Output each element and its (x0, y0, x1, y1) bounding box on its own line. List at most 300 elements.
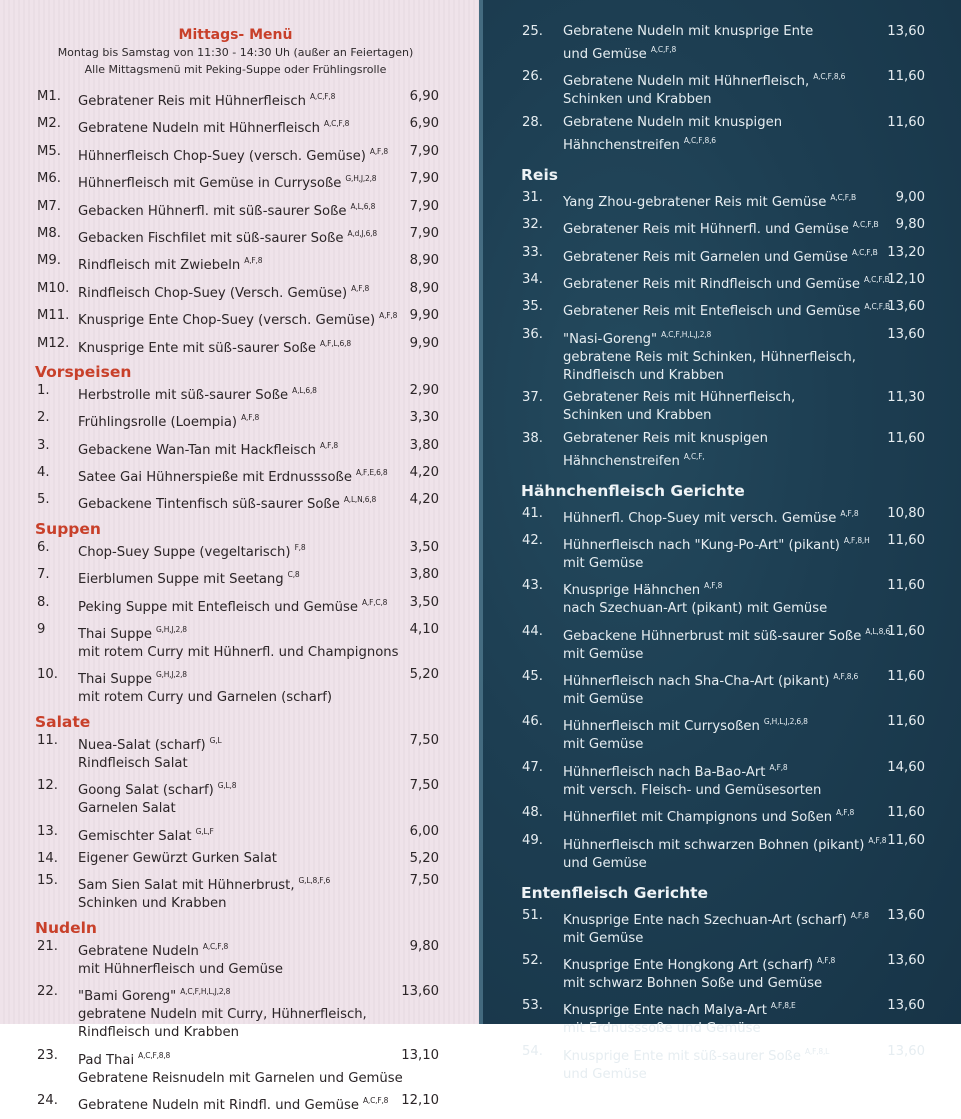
item-description-line (563, 1020, 961, 1038)
menu-item (479, 952, 961, 993)
item-number: 22. (37, 984, 58, 1000)
menu-item (0, 539, 479, 562)
item-text: mit schwarz Bohnen Soße und Gemüse (563, 976, 823, 992)
item-text: Hühnerfleisch Chop-Suey (versch. Gemüse) (78, 148, 366, 164)
item-price: 8,90 (409, 280, 439, 296)
item-price: 9,90 (409, 308, 439, 324)
allergen-codes: A,F,8 (840, 508, 859, 518)
item-text: Hühnerfleisch nach "Kung-Po-Art" (pikant) (563, 537, 840, 553)
item-number: 46. (522, 714, 543, 730)
menu-item (479, 298, 961, 321)
lunch-menu-header (0, 26, 475, 78)
item-price: 13,60 (887, 1043, 925, 1059)
item-text: Gebratener Reis mit Hühnerfleisch, (563, 390, 796, 406)
item-text: mit Gemüse (563, 737, 644, 753)
item-text: mit versch. Fleisch- und Gemüsesorten (563, 782, 822, 798)
item-description-line (78, 800, 479, 818)
item-price: 12,10 (887, 271, 925, 287)
item-description-line (563, 407, 961, 425)
item-text: Gebratene Nudeln mit Hühnerfleisch, (563, 74, 810, 90)
item-description-line (563, 975, 961, 993)
allergen-codes: A,C,F,8 (309, 92, 336, 101)
item-number: 23. (37, 1047, 58, 1063)
menu-item (479, 23, 961, 64)
item-number: 47. (522, 759, 543, 775)
item-text: Rindfleisch Salat (78, 755, 188, 771)
menu-item (479, 804, 961, 827)
item-price: 6,00 (409, 823, 439, 839)
item-text: Eierblumen Suppe mit Seetang (78, 572, 284, 588)
item-description-line (563, 555, 961, 573)
menu-item (479, 68, 961, 109)
item-price: 13,60 (887, 953, 925, 969)
menu-item (0, 566, 479, 589)
allergen-codes: G,H,L,J,2,6,8 (763, 717, 808, 727)
item-number: 11. (37, 732, 58, 748)
item-price: 7,90 (409, 171, 439, 187)
item-price: 9,80 (895, 217, 925, 233)
menu-item (0, 170, 479, 193)
allergen-codes: A,L,6,8 (350, 201, 376, 211)
item-text: Goong Salat (scharf) (78, 783, 214, 799)
item-price: 4,10 (409, 622, 439, 638)
item-price: 7,90 (409, 225, 439, 241)
item-number: 42. (522, 532, 543, 548)
item-text: gebratene Nudeln mit Curry, Hühnerfleisch, (78, 1007, 367, 1023)
item-number: 12. (37, 778, 58, 794)
item-number: M2. (37, 116, 61, 132)
allergen-codes: A,C,F,8,6 (813, 72, 846, 82)
allergen-codes: A,F,8,L (804, 1046, 830, 1056)
item-price: 3,80 (409, 567, 439, 583)
allergen-codes: A,F,8 (769, 762, 788, 772)
item-text: Herbstrolle mit süß-saurer Soße (78, 387, 289, 403)
item-price: 5,20 (409, 850, 439, 866)
main-dishes-panel (479, 0, 961, 1082)
item-number: M10. (37, 280, 70, 296)
item-description-line (563, 930, 961, 948)
item-number: 24. (37, 1092, 58, 1108)
menu-item (0, 1092, 479, 1115)
item-text: gebratene Reis mit Schinken, Hühnerfleisch, (563, 349, 856, 365)
menu-item (0, 983, 479, 1042)
item-price: 6,90 (409, 116, 439, 132)
item-description-line (78, 1006, 479, 1024)
item-number: 32. (522, 217, 543, 233)
item-number: 38. (522, 430, 543, 446)
menu-section (479, 165, 961, 471)
item-price: 9,80 (409, 938, 439, 954)
menu-item (0, 143, 479, 166)
item-text: und Gemüse (563, 1066, 647, 1082)
allergen-codes: A,C,F,B (830, 192, 856, 202)
item-price: 13,60 (887, 998, 925, 1014)
item-price: 7,90 (409, 143, 439, 159)
item-text: Thai Suppe (78, 627, 152, 643)
item-number: 49. (522, 832, 543, 848)
item-price: 9,90 (409, 335, 439, 351)
item-price: 14,60 (887, 759, 925, 775)
item-price: 13,60 (401, 984, 439, 1000)
item-text: "Bami Goreng" (78, 989, 177, 1005)
allergen-codes: A,C,F,B (864, 302, 890, 312)
item-number: M5. (37, 143, 61, 159)
allergen-codes: A,F,8,E (770, 1001, 796, 1011)
item-description-line (78, 895, 479, 913)
item-text: Hühnerfl. Chop-Suey mit versch. Gemüse (563, 510, 837, 526)
menu-item (0, 335, 479, 358)
item-number: 21. (37, 938, 58, 954)
item-text: Eigener Gewürzt Gurken Salat (78, 850, 277, 866)
item-number: M7. (37, 198, 61, 214)
section-title: Salate (35, 712, 91, 731)
item-text: Schinken und Krabben (563, 408, 712, 424)
item-number: 1. (37, 382, 50, 398)
item-text: Sam Sien Salat mit Hühnerbrust, (78, 878, 295, 894)
item-text: Gebratene Nudeln mit Hühnerfleisch (78, 121, 321, 137)
menu-item (0, 732, 479, 773)
item-price: 4,20 (409, 465, 439, 481)
item-description-line (78, 689, 479, 707)
allergen-codes: A,C,F,H,L,J,2,8 (661, 329, 712, 339)
menu-item (0, 198, 479, 221)
item-price: 11,60 (887, 69, 925, 85)
lunch-and-starters-panel (0, 0, 479, 1113)
allergen-codes: A,L,N,6,8 (343, 495, 377, 505)
item-price: 11,60 (887, 114, 925, 130)
item-text: Rindfleisch und Krabben (563, 367, 724, 383)
allergen-codes: A,L,8,6 (865, 626, 890, 636)
item-number: 14. (37, 850, 58, 866)
menu-item (0, 437, 479, 460)
item-text: Gebackene Wan-Tan mit Hackfleisch (78, 442, 316, 458)
allergen-codes: A,C,F,B (852, 220, 879, 230)
item-number: 33. (522, 244, 543, 260)
item-text: mit rotem Curry mit Hühnerfl. und Champignons (78, 645, 399, 661)
item-text: Knusprige Ente nach Szechuan-Art (scharf) (563, 912, 847, 928)
item-number: 13. (37, 823, 58, 839)
menu-section (0, 519, 479, 708)
item-text: Gebratene Nudeln mit knuspigen (563, 114, 783, 130)
item-number: 52. (522, 953, 543, 969)
item-text: Gebratene Nudeln mit Rindfl. und Gemüse (78, 1097, 359, 1113)
allergen-codes: F,8 (294, 542, 306, 552)
allergen-codes: A,C,F,8,6 (683, 135, 716, 145)
allergen-codes: A,F,8 (704, 581, 723, 591)
menu-section (0, 918, 479, 1115)
item-price: 13,60 (887, 326, 925, 342)
item-price: 13,60 (887, 299, 925, 315)
item-description-line (563, 41, 961, 64)
allergen-codes: G,L,8,F,6 (298, 876, 331, 886)
item-price: 3,80 (409, 437, 439, 453)
item-description-line (563, 855, 961, 873)
item-description-line (563, 600, 961, 618)
allergen-codes: A,C,F,B (851, 247, 878, 257)
menu-item (479, 623, 961, 664)
item-text: mit Hühnerfleisch und Gemüse (78, 961, 283, 977)
allergen-codes: A,F,8 (351, 283, 370, 293)
menu-item (479, 532, 961, 573)
item-price: 11,30 (887, 390, 925, 406)
menu-item (479, 907, 961, 948)
menu-item (479, 389, 961, 425)
item-text: Gebratener Reis mit knuspigen (563, 430, 768, 446)
allergen-codes: A,L,6,8 (292, 385, 317, 395)
menu-item (479, 114, 961, 155)
item-text: Gebacken Hühnerfl. mit süß-saurer Soße (78, 203, 347, 219)
item-description-line (563, 91, 961, 109)
menu-item (0, 115, 479, 138)
menu-section (0, 88, 479, 358)
item-text: Gebratener Reis mit Hühnerfl. und Gemüse (563, 222, 849, 238)
item-price: 11,60 (887, 805, 925, 821)
item-number: 31. (522, 189, 543, 205)
allergen-codes: A,F,E,6,8 (355, 468, 388, 478)
item-number: 45. (522, 669, 543, 685)
item-number: 54. (522, 1043, 543, 1059)
item-number: 44. (522, 623, 543, 639)
item-text: Hähnchenstreifen (563, 453, 680, 469)
item-number: 36. (522, 326, 543, 342)
allergen-codes: C,8 (287, 570, 300, 580)
item-number: 41. (522, 505, 543, 521)
item-price: 13,20 (887, 244, 925, 260)
item-number: 43. (522, 578, 543, 594)
menu-item (0, 307, 479, 330)
item-number: 35. (522, 299, 543, 315)
menu-item (479, 577, 961, 618)
item-description-line (78, 1024, 479, 1042)
item-number: 6. (37, 539, 50, 555)
item-text: Gebratener Reis mit Hühnerfleisch (78, 94, 306, 109)
menu-item (479, 997, 961, 1038)
item-description-line (563, 691, 961, 709)
item-number: 34. (522, 271, 543, 287)
item-number: M11. (37, 308, 70, 324)
item-text: Hühnerfleisch mit Gemüse in Currysoße (78, 176, 342, 192)
item-number: M9. (37, 253, 61, 269)
item-text: Gebacken Fischfilet mit süß-saurer Soße (78, 230, 344, 246)
item-number: 7. (37, 567, 50, 583)
item-text: Garnelen Salat (78, 801, 176, 817)
menu-item (479, 244, 961, 267)
item-text: Pad Thai (78, 1052, 135, 1068)
item-price: 3,50 (409, 594, 439, 610)
item-number: M12. (37, 335, 70, 351)
allergen-codes: G,L,8 (217, 781, 237, 791)
left-menu-list (0, 88, 479, 1119)
item-number: 2. (37, 410, 50, 426)
item-number: M8. (37, 225, 61, 241)
item-price: 13,60 (887, 907, 925, 923)
allergen-codes: A,C,F,8 (650, 45, 677, 54)
menu-item (0, 777, 479, 818)
item-price: 7,50 (409, 873, 439, 889)
item-text: Hühnerfleisch mit schwarzen Bohnen (pikant) (563, 837, 865, 853)
item-text: Knusprige Ente Hongkong Art (scharf) (563, 958, 814, 974)
item-price: 3,30 (409, 410, 439, 426)
menu-item (0, 1047, 479, 1088)
item-text: mit rotem Curry und Garnelen (scharf) (78, 690, 333, 706)
item-price: 11,60 (887, 430, 925, 446)
item-price: 8,90 (409, 253, 439, 269)
allergen-codes: A,F,8 (850, 910, 869, 920)
allergen-codes: A,F,8 (836, 808, 855, 818)
menu-item (0, 938, 479, 979)
allergen-codes: A,F,C,8 (362, 597, 388, 607)
allergen-codes: G,L,F (195, 826, 214, 836)
item-number: 28. (522, 114, 543, 130)
item-text: Nuea-Salat (scharf) (78, 737, 206, 753)
item-text: Knusprige Ente nach Malya-Art (563, 1003, 767, 1019)
item-text: mit Gemüse (563, 930, 644, 946)
item-price: 3,50 (409, 539, 439, 555)
item-text: und Gemüse (563, 855, 647, 871)
section-title: Hähnchenfleisch Gerichte (521, 481, 745, 500)
item-text: Yang Zhou-gebratener Reis mit Gemüse (563, 194, 827, 210)
item-text: mit Gemüse (563, 555, 644, 571)
item-text: Gebratener Reis mit Rindfleisch und Gemüse (563, 276, 860, 292)
item-text: Gemischter Salat (78, 828, 192, 844)
item-number: 25. (522, 24, 543, 39)
item-price: 7,50 (409, 732, 439, 748)
menu-item (0, 464, 479, 487)
item-description-line (563, 646, 961, 664)
lunch-hours: Montag bis Samstag von 11:30 - 14:30 Uh (außer an Feiertagen) (57, 46, 414, 59)
item-text: mit Gemüse (563, 646, 644, 662)
right-menu-list (479, 23, 961, 1088)
menu-section (479, 481, 961, 873)
allergen-codes: A,C,F,B (863, 274, 890, 284)
item-number: 4. (37, 465, 50, 481)
item-description-line (78, 1070, 479, 1088)
item-text: Hähnchenstreifen (563, 137, 680, 153)
allergen-codes: A,F,8 (868, 835, 887, 845)
item-text: Schinken und Krabben (563, 92, 712, 108)
menu-item (0, 88, 479, 111)
item-text: Thai Suppe (78, 672, 152, 688)
allergen-codes: A,C,F, (683, 451, 705, 461)
menu-item (479, 216, 961, 239)
menu-item (479, 505, 961, 528)
menu-item (479, 326, 961, 385)
allergen-codes: A,F,8,H (843, 535, 870, 545)
allergen-codes: A,C,F,8 (363, 1095, 389, 1105)
item-price: 7,90 (409, 198, 439, 214)
menu-item (479, 832, 961, 873)
item-text: Knusprige Ente Chop-Suey (versch. Gemüse) (78, 313, 376, 329)
section-title: Nudeln (35, 918, 97, 937)
menu-item (0, 594, 479, 617)
item-price: 11,60 (887, 832, 925, 848)
menu-section (479, 23, 961, 155)
item-text: Gebackene Hühnerbrust mit süß-saurer Soße (563, 628, 862, 644)
allergen-codes: G,H,J,2,8 (155, 625, 187, 635)
item-price: 9,00 (895, 189, 925, 205)
section-title: Entenfleisch Gerichte (521, 883, 709, 902)
menu-item (0, 225, 479, 248)
item-number: 9 (37, 622, 46, 638)
lunch-menu-title: Mittags- Menü (178, 27, 293, 43)
menu-item (479, 430, 961, 471)
item-description-line (78, 644, 479, 662)
allergen-codes: A,d,J,6,8 (347, 228, 377, 238)
item-text: mit Erdnusssoße und Gemüse (563, 1021, 761, 1037)
item-price: 13,60 (887, 24, 925, 39)
allergen-codes: A,F,8,6 (833, 672, 859, 682)
allergen-codes: A,C,F,H,L,J,2,8 (180, 987, 231, 997)
allergen-codes: A,F,8 (244, 256, 263, 266)
allergen-codes: A,C,F,8 (202, 941, 229, 951)
item-text: Hühnerfleisch nach Sha-Cha-Art (pikant) (563, 674, 830, 690)
allergen-codes: A,C,F,8,8 (138, 1050, 171, 1060)
item-text: Knusprige Ente mit süß-saurer Soße (563, 1048, 801, 1064)
allergen-codes: G,H,J,2,8 (345, 174, 377, 184)
item-number: 10. (37, 667, 58, 683)
item-description-line (563, 782, 961, 800)
menu-item (479, 1043, 961, 1084)
item-text: Satee Gai Hühnerspieße mit Erdnusssoße (78, 470, 352, 486)
menu-item (479, 271, 961, 294)
item-price: 5,20 (409, 667, 439, 683)
menu-item (0, 621, 479, 662)
menu-item (0, 823, 479, 846)
menu-item (0, 252, 479, 275)
item-price: 6,90 (409, 89, 439, 104)
item-price: 10,80 (887, 505, 925, 521)
lunch-note: Alle Mittagsmenü mit Peking-Suppe oder Frühlingsrolle (84, 63, 387, 76)
item-price: 11,60 (887, 623, 925, 639)
item-text: Peking Suppe mit Entefleisch und Gemüse (78, 599, 358, 615)
menu-item (0, 850, 479, 868)
menu-item (479, 668, 961, 709)
menu-item (479, 759, 961, 800)
item-text: Knusprige Ente mit süß-saurer Soße (78, 340, 316, 356)
menu-item (0, 872, 479, 913)
item-price: 11,60 (887, 532, 925, 548)
item-number: 48. (522, 805, 543, 821)
item-number: 15. (37, 873, 58, 889)
item-number: M6. (37, 171, 61, 187)
item-price: 11,60 (887, 669, 925, 685)
allergen-codes: G,H,J,2,8 (155, 670, 187, 680)
allergen-codes: G,L (209, 735, 222, 745)
menu-item (0, 280, 479, 303)
allergen-codes: A,F,8 (369, 146, 388, 156)
item-number: 8. (37, 594, 50, 610)
menu-section (479, 883, 961, 1084)
item-price: 13,10 (401, 1047, 439, 1063)
section-title: Vorspeisen (35, 362, 132, 381)
item-price: 7,50 (409, 778, 439, 794)
section-title: Suppen (35, 519, 101, 538)
allergen-codes: A,F,8 (379, 311, 398, 321)
item-text: nach Szechuan-Art (pikant) mit Gemüse (563, 601, 828, 617)
allergen-codes: A,C,F,8 (324, 119, 350, 129)
item-text: Gebratener Reis mit Entefleisch und Gemüse (563, 304, 861, 320)
item-number: 51. (522, 907, 543, 923)
item-text: Gebackene Tintenfisch süß-saurer Soße (78, 497, 340, 513)
allergen-codes: A,F,L,6,8 (319, 338, 351, 348)
allergen-codes: A,F,8 (319, 440, 338, 450)
item-price: 12,10 (401, 1092, 439, 1108)
item-text: Schinken und Krabben (78, 896, 227, 912)
item-number: 3. (37, 437, 50, 453)
item-price: 11,60 (887, 714, 925, 730)
item-number: 26. (522, 69, 543, 85)
item-description-line (78, 755, 479, 773)
